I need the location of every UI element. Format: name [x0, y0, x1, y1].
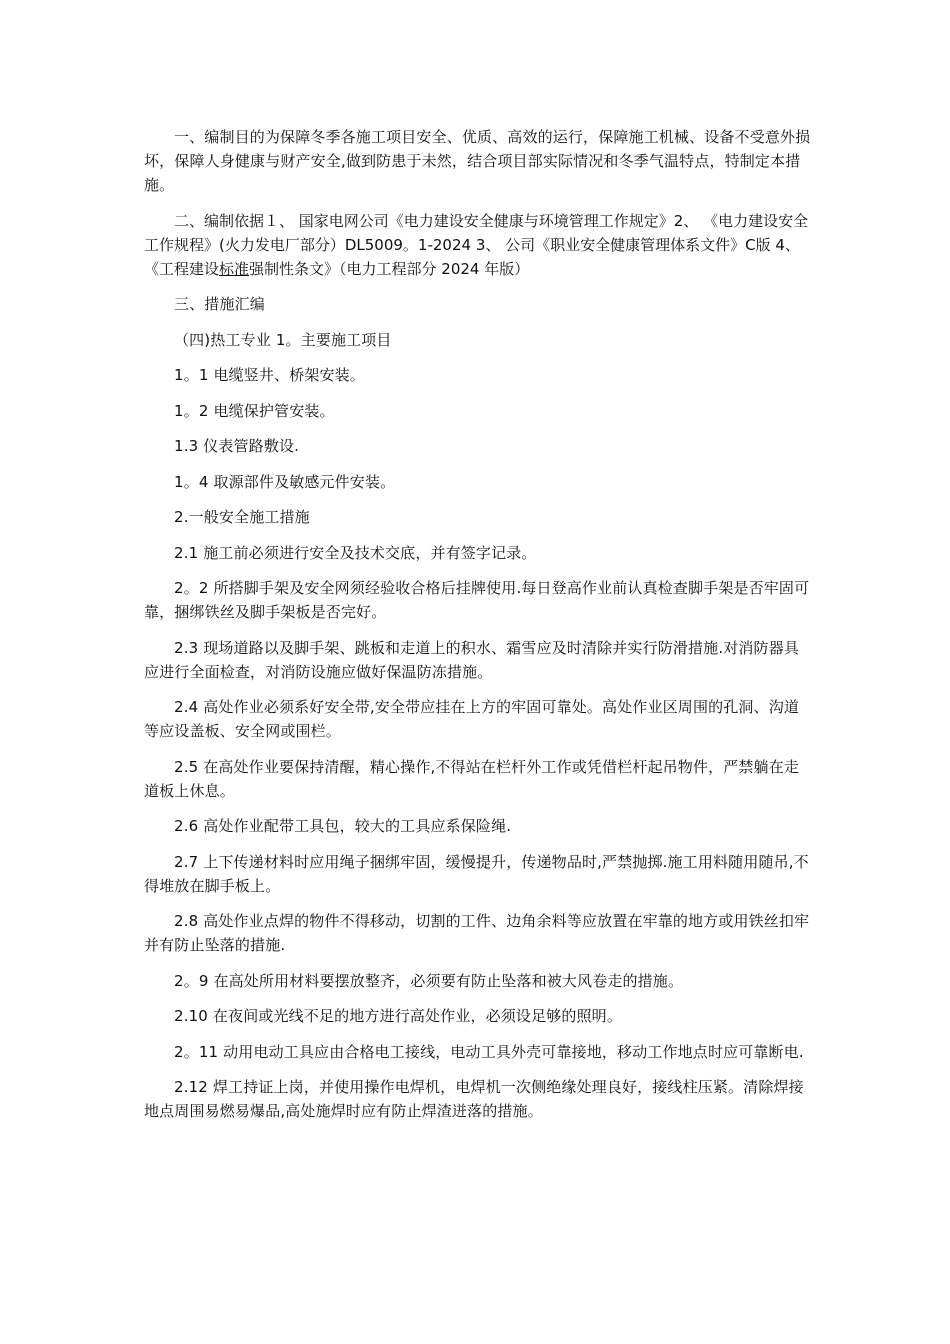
- list-item-2-1: 2.1 施工前必须进行安全及技术交底，并有签字记录。: [174, 543, 537, 562]
- list-item-2-7: 2.7 上下传递材料时应用绳子捆绑牢固，缓慢提升，传递物品时,严禁抛掷.施工用料随用随吊,不得堆放在脚手板上。: [144, 852, 809, 895]
- list-item-1-1: 1。1 电缆竖井、桥架安装。: [174, 366, 365, 384]
- list-item-2-6: 2.6 高处作业配带工具包，较大的工具应系保险绳.: [174, 817, 512, 835]
- list-item-2-2: 2。2 所搭脚手架及安全网须经验收合格后挂牌使用.每日登高作业前认真检查脚手架是否牢固可靠，捆绑铁丝及脚手架板是否完好。: [144, 579, 810, 621]
- list-item-1-4: 1。4 取源部件及敏感元件安装。: [174, 472, 396, 491]
- list-item-1-2: 1。2 电缆保护管安装。: [174, 401, 335, 420]
- list-item-1-3: 1.3 仪表管路敷设.: [174, 437, 300, 455]
- section-heading-measures: 三、措施汇编: [174, 295, 265, 313]
- subsection-heading-general-safety: 2.一般安全施工措施: [174, 508, 310, 526]
- list-item-2-8: 2.8 高处作业点焊的物件不得移动，切割的工件、边角余料等应放置在牢靠的地方或用铁丝扣牢并有防止坠落的措施.: [144, 912, 810, 954]
- subsection-heading-thermal: （四)热工专业 1。主要施工项目: [174, 330, 392, 349]
- list-item-2-11: 2。11 动用电动工具应由合格电工接线，电动工具外壳可靠接地，移动工作地点时应可靠断电.: [174, 1042, 804, 1061]
- basis-underlined-text: 标准: [219, 259, 250, 278]
- list-item-2-4: 2.4 高处作业必须系好安全带,安全带应挂在上方的牢固可靠处。高处作业区周围的孔洞、沟道等应设盖板、安全网或围栏。: [144, 698, 799, 740]
- list-item-2-12: 2.12 焊工持证上岗，并使用操作电焊机，电焊机一次侧绝缘处理良好，接线柱压紧。清除焊接地点周围易燃易爆品,高处施焊时应有防止焊渣迸落的措施。: [144, 1078, 804, 1120]
- basis-text-part-2: 强制性条文》（电力工程部分 2024 年版）: [249, 259, 530, 278]
- list-item-2-3: 2.3 现场道路以及脚手架、跳板和走道上的积水、霜雪应及时清除并实行防滑措施.对消防器具应进行全面检查，对消防设施应做好保温防冻措施。: [144, 638, 799, 681]
- paragraph-basis: [144, 209, 812, 281]
- list-item-2-10: 2.10 在夜间或光线不足的地方进行高处作业，必须设足够的照明。: [174, 1007, 622, 1025]
- list-item-2-5: 2.5 在高处作业要保持清醒，精心操作,不得站在栏杆外工作或凭借栏杆起吊物件，严禁躺在走道板上休息。: [144, 757, 799, 800]
- basis-text-part-1: 二、编制依据１、 国家电网公司《电力建设安全健康与环境管理工作规定》2、 《电力建设安全工作规程》(火力发电厂部分）DL5009。1-2024 3、 公司《职业安全健康管理体系文件》C版 4、 《工程建设: [144, 211, 809, 278]
- list-item-2-9: 2。9 在高处所用材料要摆放整齐，必须要有防止坠落和被大风卷走的措施。: [174, 971, 684, 990]
- document-body: [144, 125, 812, 1135]
- paragraph-purpose: 一、编制目的为保障冬季各施工项目安全、优质、高效的运行，保障施工机械、设备不受意外损坏，保障人身健康与财产安全,做到防患于未然，结合项目部实际情况和冬季气温特点，特制定本措施。: [144, 128, 811, 194]
